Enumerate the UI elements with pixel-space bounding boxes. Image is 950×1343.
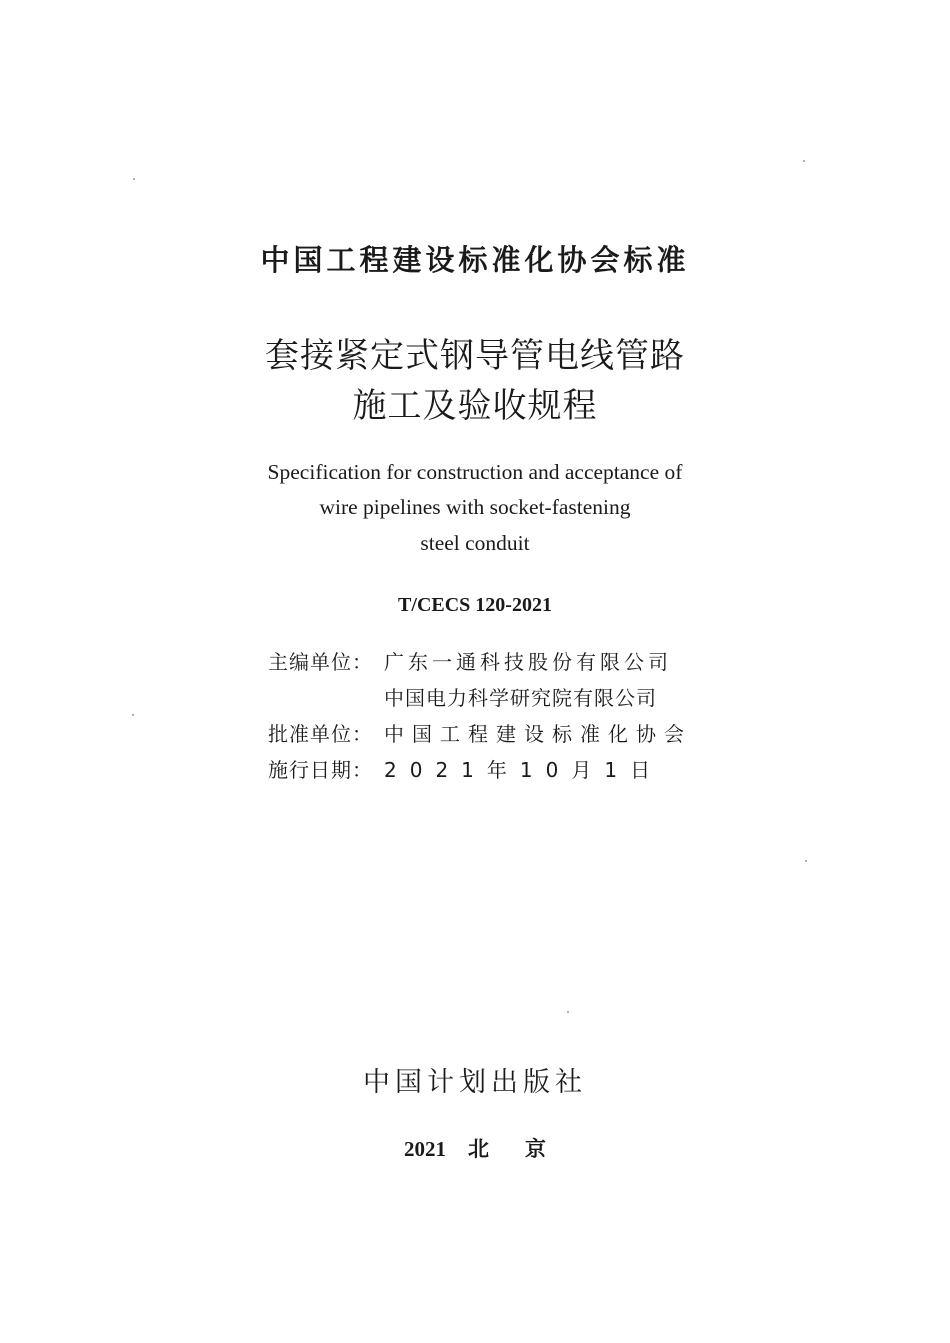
publication-place (0, 1134, 950, 1164)
scan-speck (803, 160, 805, 162)
effective-row (268, 756, 728, 792)
editor-1: 广东一通科技股份有限公司 (384, 650, 672, 674)
title-en-line1: Specification for construction and acceptance of (267, 460, 683, 484)
city-char-2: 京 (525, 1137, 546, 1161)
effective-date: 2021年10月1日 (384, 758, 664, 782)
scan-speck (133, 178, 135, 180)
standard-code: T/CECS 120-2021 (398, 594, 552, 616)
editor-label: 主编单位： (268, 650, 373, 674)
scan-speck (567, 1011, 569, 1013)
editor-row-2 (268, 684, 728, 720)
approver: 中国工程建设标准化协会 (384, 722, 692, 746)
scan-speck (132, 714, 134, 716)
meta-block (268, 648, 728, 792)
approver-label: 批准单位： (268, 722, 373, 746)
effective-label: 施行日期： (268, 758, 373, 782)
title-cn-line1: 套接紧定式钢导管电线管路 (265, 336, 685, 376)
scan-speck (805, 860, 807, 862)
publisher: 中国计划出版社 (363, 1067, 587, 1098)
title-en-line2: wire pipelines with socket-fastening (319, 495, 631, 519)
publication-year: 2021 (404, 1137, 446, 1161)
approver-row (268, 720, 728, 756)
title-en-line3: steel conduit (420, 531, 530, 555)
title-cn-line2: 施工及验收规程 (352, 386, 598, 426)
city-char-1: 北 (468, 1137, 489, 1161)
standard-series: 中国工程建设标准化协会标准 (260, 243, 690, 277)
editor-row (268, 648, 728, 684)
editor-2: 中国电力科学研究院有限公司 (384, 686, 657, 710)
